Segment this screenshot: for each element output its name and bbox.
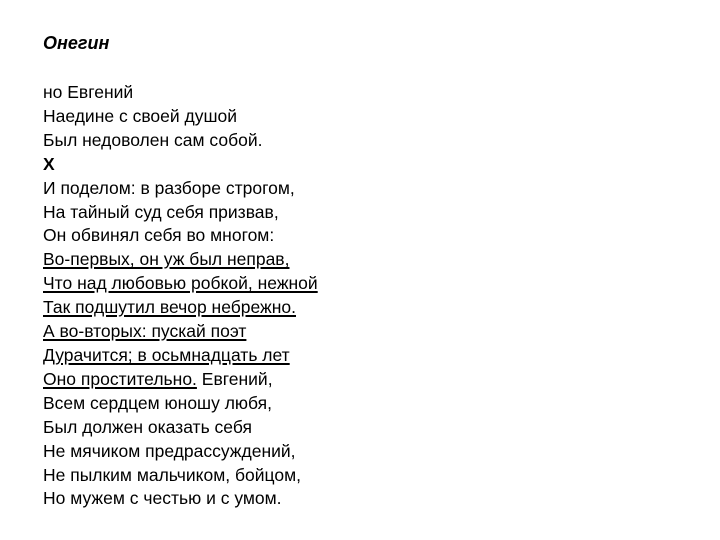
poem-line: Всем сердцем юношу любя, xyxy=(43,392,273,413)
poem-line: Не пылким мальчиком, бойцом, xyxy=(43,464,301,485)
poem-line-mixed xyxy=(43,368,683,392)
poem-line: На тайный суд себя призвав, xyxy=(43,201,279,222)
poem-line: И поделом: в разборе строгом, xyxy=(43,177,295,198)
underlined-poem-line: Дурачится; в осьмнадцать лет xyxy=(43,344,290,365)
underlined-poem-line: Так подшутил вечор небрежно. xyxy=(43,297,296,318)
poem-line: Он обвинял себя во многом: xyxy=(43,225,275,246)
poem-line: Не мячиком предрассуждений, xyxy=(43,440,296,461)
slide xyxy=(43,28,683,511)
underlined-poem-line: А во-вторых: пускай поэт xyxy=(43,321,247,342)
stanza-number: X xyxy=(43,153,55,174)
poem-line: Наедине с своей душой xyxy=(43,105,238,126)
poem-line: Был недоволен сам собой. xyxy=(43,129,263,150)
underlined-poem-line: Что над любовью робкой, нежной xyxy=(43,273,318,294)
poem-text xyxy=(43,81,683,511)
poem-line: Был должен оказать себя xyxy=(43,416,252,437)
poem-line: Но мужем с честью и с умом. xyxy=(43,488,282,509)
line-fragment: Евгений, xyxy=(201,368,273,389)
slide-title: Онегин xyxy=(43,33,110,53)
underlined-fragment: Оно простительно. xyxy=(43,368,197,389)
underlined-poem-line: Во-первых, он уж был неправ, xyxy=(43,249,290,270)
poem-line: но Евгений xyxy=(43,82,134,102)
